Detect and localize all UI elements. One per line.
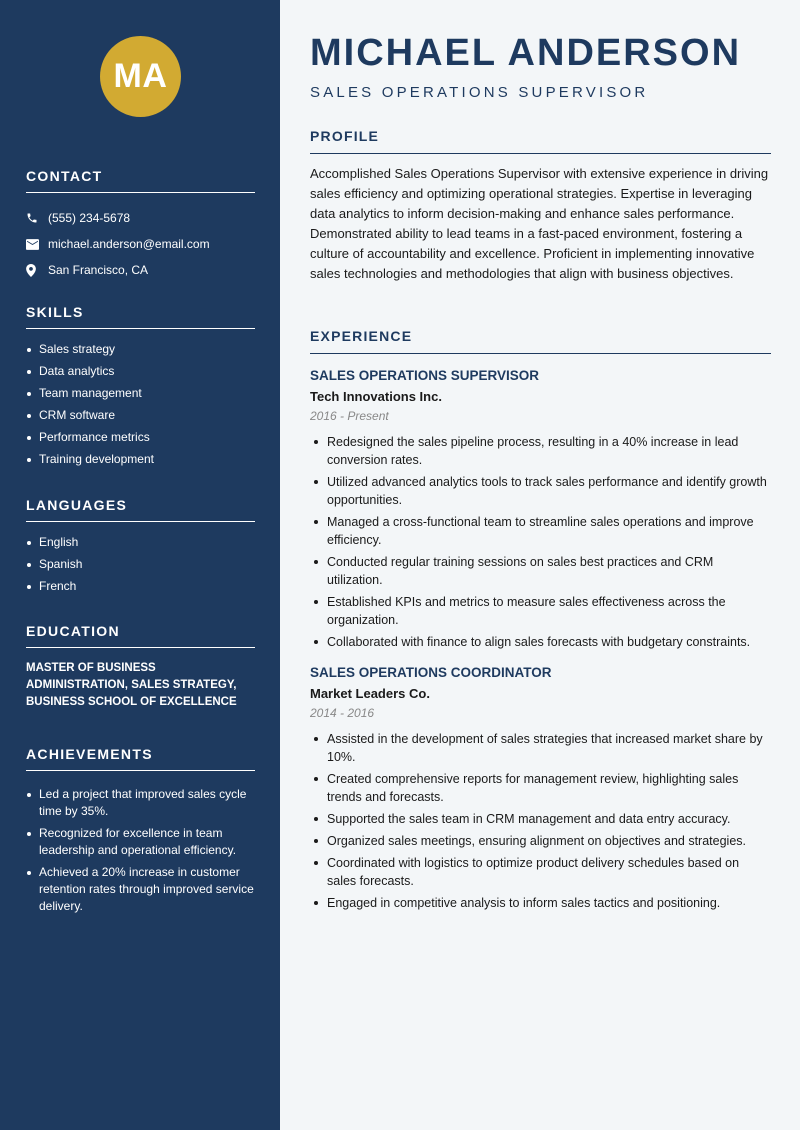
language-item: English (26, 534, 255, 551)
avatar-initials: MA (100, 36, 181, 117)
job-bullet: Assisted in the development of sales strategies that increased market share by 10%. (310, 730, 771, 766)
job-bullets (310, 730, 771, 912)
achievements-list (26, 786, 255, 915)
contact-section (26, 168, 255, 283)
skill-item: CRM software (26, 407, 255, 424)
achievements-heading: ACHIEVEMENTS (26, 746, 255, 771)
skills-section (26, 304, 255, 473)
job-bullet: Utilized advanced analytics tools to track sales performance and identify growth opportunities. (310, 473, 771, 509)
job-bullet: Conducted regular training sessions on sales best practices and CRM utilization. (310, 553, 771, 589)
language-item: French (26, 578, 255, 595)
skills-heading: SKILLS (26, 304, 255, 329)
job-bullets (310, 433, 771, 651)
job-dates: 2016 - Present (310, 409, 389, 423)
sidebar (0, 0, 280, 1130)
skill-item: Team management (26, 385, 255, 402)
job-bullet: Collaborated with finance to align sales forecasts with budgetary constraints. (310, 633, 771, 651)
skill-item: Performance metrics (26, 429, 255, 446)
job-role: SALES OPERATIONS SUPERVISOR (310, 368, 540, 383)
contact-email (26, 231, 255, 257)
skill-item: Data analytics (26, 363, 255, 380)
job-bullet: Established KPIs and metrics to measure sales effectiveness across the organization. (310, 593, 771, 629)
skill-item: Training development (26, 451, 255, 468)
contact-email-text: michael.anderson@email.com (48, 237, 210, 251)
job-role: SALES OPERATIONS COORDINATOR (310, 665, 552, 680)
candidate-name: MICHAEL ANDERSON (310, 32, 742, 74)
job-bullet: Created comprehensive reports for management review, highlighting sales trends and forecasts. (310, 770, 771, 806)
job-entry (310, 665, 771, 912)
achievement-item: Led a project that improved sales cycle time by 35%. (26, 786, 255, 820)
skill-item: Sales strategy (26, 341, 255, 358)
contact-location (26, 257, 255, 283)
achievement-item: Recognized for excellence in team leadership and operational efficiency. (26, 825, 255, 859)
language-item: Spanish (26, 556, 255, 573)
education-heading: EDUCATION (26, 623, 255, 648)
location-pin-icon (26, 264, 48, 277)
job-entry (310, 368, 771, 651)
experience-heading: EXPERIENCE (310, 328, 771, 354)
achievement-item: Achieved a 20% increase in customer retention rates through improved service delivery. (26, 864, 255, 915)
job-bullet: Engaged in competitive analysis to inform sales tactics and positioning. (310, 894, 771, 912)
email-icon (26, 239, 48, 250)
job-bullet: Redesigned the sales pipeline process, resulting in a 40% increase in lead conversion rates. (310, 433, 771, 469)
profile-heading: PROFILE (310, 128, 771, 154)
job-company: Market Leaders Co. (310, 686, 430, 701)
job-bullet: Managed a cross-functional team to streamline sales operations and improve efficiency. (310, 513, 771, 549)
experience-section (310, 328, 771, 916)
job-bullet: Coordinated with logistics to optimize product delivery schedules based on sales forecasts. (310, 854, 771, 890)
profile-text: Accomplished Sales Operations Supervisor with extensive experience in driving sales efficiency and optimizing operational strategies. Expertise in leveraging data analytics to inform decision-making and enhance sales performance. Demonstrated ability to lead teams in a fast-paced environment, fostering a culture of accountability and excellence. Proficient in implementing innovative sales technologies and methodologies that align with business objectives. (310, 166, 769, 282)
languages-heading: LANGUAGES (26, 497, 255, 522)
job-bullet: Supported the sales team in CRM management and data entry accuracy. (310, 810, 771, 828)
languages-section (26, 497, 255, 600)
contact-location-text: San Francisco, CA (48, 263, 149, 277)
job-dates: 2014 - 2016 (310, 706, 375, 720)
skills-list (26, 341, 255, 468)
education-degree: MASTER OF BUSINESS ADMINISTRATION, SALES STRATEGY, BUSINESS SCHOOL OF EXCELLENCE (26, 662, 237, 708)
languages-list (26, 534, 255, 595)
contact-phone (26, 205, 255, 231)
job-bullet: Organized sales meetings, ensuring alignment on objectives and strategies. (310, 832, 771, 850)
job-company: Tech Innovations Inc. (310, 389, 442, 404)
phone-icon (26, 212, 48, 224)
education-section (26, 623, 255, 711)
achievements-section (26, 746, 255, 920)
contact-phone-text: (555) 234-5678 (48, 211, 131, 225)
contact-heading: CONTACT (26, 168, 255, 193)
candidate-title: SALES OPERATIONS SUPERVISOR (310, 84, 649, 101)
profile-section (310, 128, 771, 285)
